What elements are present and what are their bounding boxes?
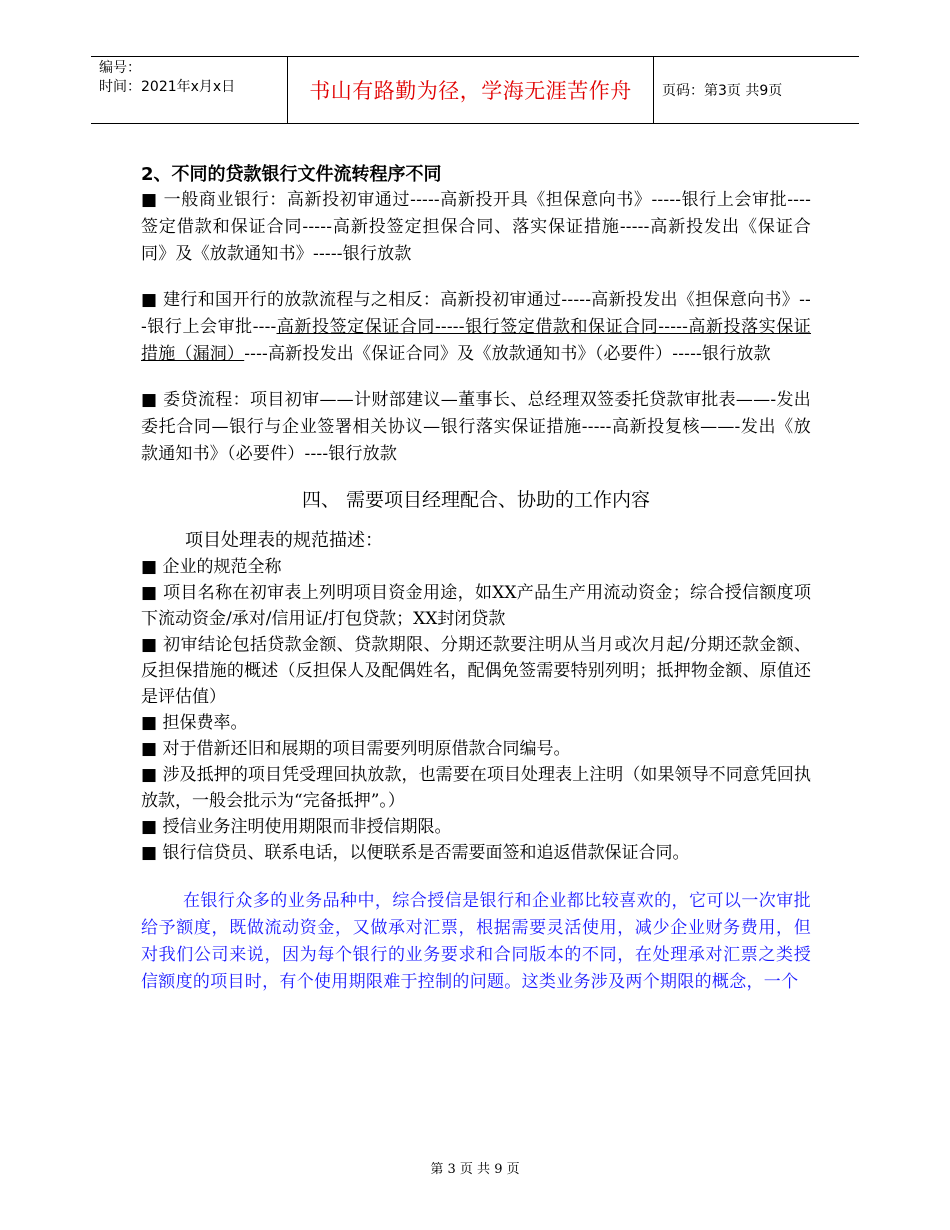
paragraph-text: 高新投初审通过-----高新投发出《担保意向书》---银行上会审批---- xyxy=(141,290,811,337)
paragraph-lead: ■ 委贷流程： xyxy=(141,390,250,410)
underlined-text: 高新投签定保证合同-----银行签定借款和保证合同-----高新投落实保证措施（漏洞） xyxy=(141,317,812,364)
page-info: 页码：第3页 共9页 xyxy=(662,83,783,99)
document-body xyxy=(141,163,811,996)
page-header xyxy=(91,56,859,124)
list-item: ■ 项目名称在初审表上列明项目资金用途，如XX产品生产用流动资金；综合授信额度项下流动资金/承对/信用证/打包贷款；XX封闭贷款 xyxy=(141,583,811,629)
requirements-list xyxy=(141,554,811,866)
paragraph-ccb-cdb xyxy=(141,287,811,368)
page-footer: 第 3 页 共 9 页 xyxy=(430,1162,520,1177)
time-label: 时间：2021年x月x日 xyxy=(99,79,236,95)
list-item: ■ 对于借新还旧和展期的项目需要列明原借款合同编号。 xyxy=(141,739,571,759)
paragraph-text: ----高新投发出《保证合同》及《放款通知书》（必要件）-----银行放款 xyxy=(244,344,771,364)
paragraph-text: 高新投初审通过-----高新投开具《担保意向书》-----银行上会审批----签定借款和保证合同-----高新投签定担保合同、落实保证措施-----高新投发出《保证合同》及《放款通知书》-----银行放款 xyxy=(141,190,812,264)
header-meta xyxy=(91,57,287,123)
blue-paragraph: 在银行众多的业务品种中，综合授信是银行和企业都比较喜欢的，它可以一次审批给予额度，既做流动资金，又做承对汇票，根据需要灵活使用，减少企业财务费用，但对我们公司来说，因为每个银行的业务要求和合同版本的不同，在处理承对汇票之类授信额度的项目时，有个使用期限难于控制的问题。这类业务涉及两个期限的概念，一个 xyxy=(141,891,811,992)
section4-title: 四、 需要项目经理配合、协助的工作内容 xyxy=(301,489,651,511)
paragraph-commercial-bank xyxy=(141,187,811,268)
section4-subtitle: 项目处理表的规范描述： xyxy=(185,530,383,551)
section2-title: 2、不同的贷款银行文件流转程序不同 xyxy=(141,164,442,185)
list-item: ■ 初审结论包括贷款金额、贷款期限、分期还款要注明从当月或次月起/分期还款金额、反担保措施的概述（反担保人及配偶姓名，配偶免签需要特别列明；抵押物金额、原值还是评估值） xyxy=(141,635,811,707)
motto: 书山有路勤为径，学海无涯苦作舟 xyxy=(309,79,632,103)
paragraph-lead: ■ 一般商业银行： xyxy=(141,190,287,210)
paragraph-text: 项目初审——计财部建议—董事长、总经理双签委托贷款审批表——-发出委托合同—银行与企业签署相关协议—银行落实保证措施-----高新投复核——-发出《放款通知书》（必要件）----银行放款 xyxy=(141,390,811,464)
list-item: ■ 授信业务注明使用期限而非授信期限。 xyxy=(141,817,452,837)
header-motto-cell xyxy=(287,57,654,123)
list-item: ■ 担保费率。 xyxy=(141,713,248,733)
paragraph-entrusted-loan xyxy=(141,387,811,468)
number-label: 编号： xyxy=(99,60,141,76)
list-item: ■ 银行信贷员、联系电话，以便联系是否需要面签和追返借款保证合同。 xyxy=(141,843,690,863)
list-item: ■ 涉及抵押的项目凭受理回执放款，也需要在项目处理表上注明（如果领导不同意凭回执放款，一般会批示为“完备抵押”。） xyxy=(141,765,811,811)
list-item: ■ 企业的规范全称 xyxy=(141,557,282,577)
paragraph-lead: ■ 建行和国开行的放款流程与之相反： xyxy=(141,290,441,310)
